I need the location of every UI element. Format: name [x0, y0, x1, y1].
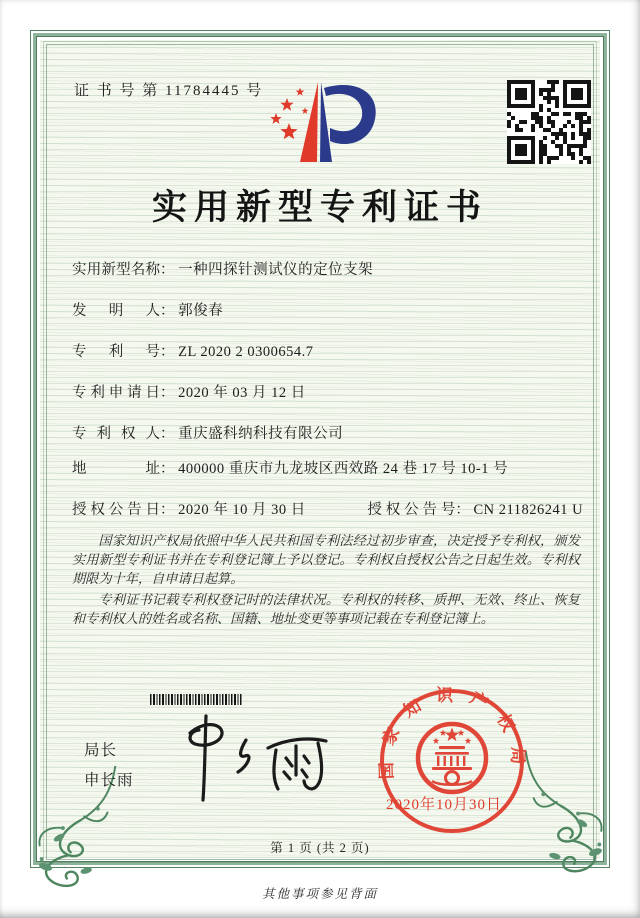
- field-label: 专利号: [72, 344, 160, 360]
- field-row-filing-date: 专利申请日： 2020 年 03 月 12 日: [72, 381, 584, 402]
- field-row-name: 实用新型名称： 一种四探针测试仪的定位支架: [72, 258, 584, 279]
- field-row-inventor: 发明人： 郭俊春: [72, 299, 584, 320]
- grant-date-label: 授权公告日: [72, 502, 160, 518]
- certificate-number: 证 书 号 第 11784445 号: [74, 83, 264, 99]
- seal-ring-text: 国家知识产权局: [377, 686, 527, 780]
- field-row-patentee: 专利权人： 重庆盛科纳科技有限公司: [72, 422, 584, 443]
- field-row-grant: 授权公告日： 2020 年 10 月 30 日 授权公告号： CN 211826241 U: [72, 498, 584, 519]
- field-label: 专利权人: [72, 426, 160, 442]
- legal-paragraph-2: 专利证书记载专利权登记时的法律状况。专利权的转移、质押、无效、终止、恢复和专利权人的姓名或名称、国籍、地址变更等事项记载在专利登记簿上。: [72, 592, 580, 626]
- seal-date: 2020年10月30日: [386, 797, 503, 813]
- field-row-address: 地址： 400000 重庆市九龙坡区西效路 24 巷 17 号 10-1 号: [72, 457, 584, 478]
- field-label: 专利申请日: [72, 385, 160, 401]
- field-value: 郭俊春: [178, 303, 224, 319]
- field-row-patent-no: 专利号： ZL 2020 2 0300654.7: [72, 340, 584, 361]
- back-side-note: 其他事项参见背面: [261, 887, 378, 901]
- national-emblem-icon: [418, 724, 486, 792]
- field-value: 重庆盛科纳科技有限公司: [178, 426, 344, 442]
- legal-text: [72, 531, 580, 630]
- field-value: ZL 2020 2 0300654.7: [178, 344, 314, 360]
- director-name: 申长雨: [84, 772, 134, 789]
- field-label: 地址: [72, 461, 160, 477]
- legal-paragraph-1: 国家知识产权局依照中华人民共和国专利法经过初步审查，决定授予专利权，颁发实用新型专利证书并在专利登记簿上予以登记。专利权自授权公告之日起生效。专利权期限为十年，自申请日起算。: [72, 533, 580, 586]
- field-value: 400000 重庆市九龙坡区西效路 24 巷 17 号 10-1 号: [178, 461, 509, 477]
- field-label: 发明人: [72, 303, 160, 319]
- director-title: 局长: [84, 742, 118, 759]
- page-number: 第 1 页 (共 2 页): [270, 841, 370, 855]
- grant-no-value: CN 211826241 U: [473, 502, 584, 518]
- barcode: [150, 694, 242, 705]
- cnipa-official-seal: [377, 686, 527, 841]
- field-label: 实用新型名称: [72, 262, 160, 278]
- grant-date-value: 2020 年 10 月 30 日: [178, 502, 306, 518]
- field-value: 一种四探针测试仪的定位支架: [178, 262, 374, 278]
- director-block: [84, 736, 134, 796]
- qr-code: [507, 80, 591, 164]
- certificate-title: 实用新型专利证书: [151, 188, 488, 227]
- grant-no-label: 授权公告号: [367, 502, 456, 518]
- cnipa-logo-icon: [256, 76, 386, 173]
- field-value: 2020 年 03 月 12 日: [178, 385, 306, 401]
- director-signature: [168, 710, 338, 810]
